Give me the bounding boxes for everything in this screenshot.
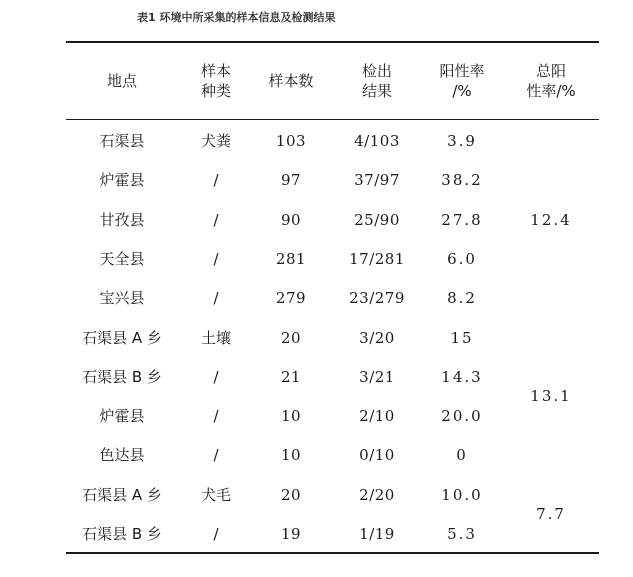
location-cell: 色达县 (99, 446, 145, 465)
detection-result-cell: 17/281 (349, 249, 405, 268)
column-header-line: 样本 (200, 61, 232, 80)
detection-result-cell: 1/19 (359, 524, 395, 543)
positive-rate-cell: 14.3 (441, 367, 483, 386)
location-cell: 石渠县 B 乡 (82, 367, 162, 386)
detection-result-cell: 4/103 (354, 131, 400, 150)
column-header (201, 61, 231, 102)
sample-count-cell: 103 (275, 131, 307, 150)
detection-result-cell: 23/279 (349, 289, 405, 308)
detection-result-cell: 0/10 (359, 446, 395, 465)
top-rule (66, 41, 599, 43)
sample-count-cell: 10 (280, 446, 302, 465)
sample-type-cell: / (213, 289, 219, 308)
column-header-line: /% (452, 82, 472, 100)
sample-type-cell: 犬粪 (200, 131, 232, 150)
column-header (362, 61, 392, 102)
sample-type-cell: / (213, 446, 219, 465)
positive-rate-cell: 38.2 (441, 171, 483, 190)
sample-count-cell: 19 (280, 524, 302, 543)
sample-type-cell: / (213, 524, 219, 543)
column-header-line: 种类 (200, 82, 232, 100)
location-cell: 炉霍县 (99, 406, 145, 425)
column-header-line: 检出 (361, 61, 393, 80)
positive-rate-cell: 0 (456, 446, 468, 465)
table-caption: 表1 环境中所采集的样本信息及检测结果 (137, 11, 336, 24)
location-cell: 甘孜县 (99, 210, 145, 229)
sample-count-cell: 97 (280, 171, 302, 190)
sample-type-cell: / (213, 249, 219, 268)
sample-type-cell: 犬毛 (200, 485, 232, 504)
positive-rate-cell: 8.2 (447, 289, 477, 308)
sample-count-cell: 21 (280, 367, 302, 386)
column-header-line: 结果 (361, 82, 393, 100)
column-header-line: 阳性率 (439, 61, 485, 80)
detection-result-cell: 3/20 (359, 328, 395, 347)
location-cell: 石渠县 (99, 131, 145, 150)
column-header-line: 总阳 (535, 61, 566, 80)
sample-type-cell: / (213, 171, 219, 190)
detection-result-cell: 2/10 (359, 406, 395, 425)
column-header-line: 地点 (106, 71, 138, 90)
positive-rate-cell: 3.9 (447, 131, 477, 150)
sample-count-cell: 20 (280, 485, 302, 504)
positive-rate-cell: 15 (450, 328, 474, 347)
detection-result-cell: 2/20 (359, 485, 395, 504)
location-cell: 炉霍县 (99, 171, 145, 190)
column-header-line: 样本数 (268, 71, 314, 90)
location-cell: 宝兴县 (99, 289, 145, 308)
location-cell: 石渠县 A 乡 (82, 485, 162, 504)
positive-rate-cell: 20.0 (441, 406, 483, 425)
column-header (107, 71, 137, 91)
sample-type-cell: / (213, 210, 219, 229)
sample-count-cell: 20 (280, 328, 302, 347)
column-header (439, 61, 484, 102)
total-rate-cell: 7.7 (536, 505, 566, 524)
sample-count-cell: 10 (280, 406, 302, 425)
total-rate-cell: 12.4 (530, 210, 572, 229)
detection-result-cell: 25/90 (354, 210, 400, 229)
detection-result-cell: 3/21 (359, 367, 395, 386)
positive-rate-cell: 10.0 (441, 485, 483, 504)
positive-rate-cell: 6.0 (447, 249, 477, 268)
detection-result-cell: 37/97 (354, 171, 400, 190)
sample-count-cell: 279 (275, 289, 307, 308)
positive-rate-cell: 27.8 (441, 210, 483, 229)
total-rate-cell: 13.1 (530, 387, 572, 406)
sample-type-cell: / (213, 406, 219, 425)
location-cell: 天全县 (99, 249, 145, 268)
sample-count-cell: 281 (275, 249, 307, 268)
column-header (526, 61, 575, 102)
bottom-rule (66, 552, 599, 554)
column-header-line: 性率/% (526, 82, 576, 100)
location-cell: 石渠县 B 乡 (82, 524, 162, 543)
location-cell: 石渠县 A 乡 (82, 328, 162, 347)
header-rule (66, 119, 599, 120)
sample-type-cell: 土壤 (200, 328, 232, 347)
sample-count-cell: 90 (280, 210, 302, 229)
positive-rate-cell: 5.3 (447, 524, 477, 543)
sample-type-cell: / (213, 367, 219, 386)
column-header (268, 71, 313, 91)
